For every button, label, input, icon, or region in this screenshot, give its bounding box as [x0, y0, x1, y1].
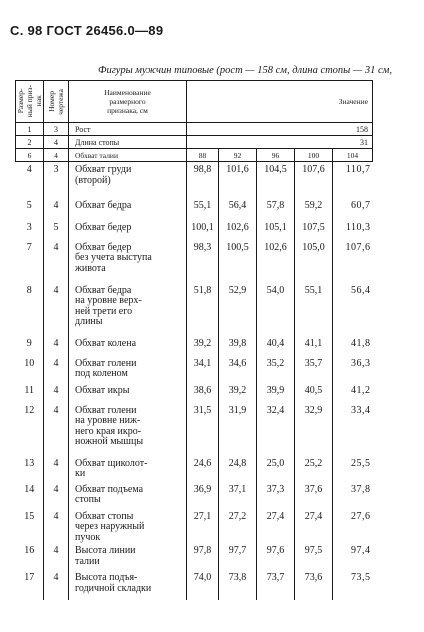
- row-no: 13: [16, 456, 44, 482]
- row-value: 97,4: [351, 545, 371, 556]
- row-value: 110,7: [345, 164, 371, 175]
- row-name: Обхват бедер: [69, 220, 187, 240]
- row-no: 9: [16, 336, 44, 356]
- row-value: 55,1: [295, 283, 333, 336]
- row-value: 55,1: [187, 198, 219, 220]
- row-no: 11: [16, 383, 44, 403]
- row-value: 73,5: [351, 572, 371, 583]
- row-name: Обхват подъема стопы: [69, 482, 187, 509]
- table-row: [16, 198, 373, 220]
- row-value: 37,8: [351, 483, 371, 495]
- measurements-table: [15, 80, 373, 600]
- meta-name: Рост: [69, 123, 187, 136]
- meta-name: Длина стопы: [69, 136, 187, 149]
- row-value: 101,6: [219, 162, 257, 198]
- row-value: 39,2: [219, 383, 257, 403]
- waist-subheader-row: [16, 149, 373, 162]
- row-drawing: 4: [44, 198, 69, 220]
- row-value: 105,1: [257, 220, 295, 240]
- meta-value: 31: [187, 136, 373, 149]
- table-caption: Фигуры мужчин типовые (рост — 158 см, длина стопы — 31 см,: [98, 65, 392, 76]
- meta-drawing: 4: [44, 136, 69, 149]
- row-drawing: 4: [44, 403, 69, 456]
- row-value: 31,5: [187, 403, 219, 456]
- row-name: Высота подъя- годичной складки: [69, 570, 187, 600]
- row-value: 39,2: [187, 336, 219, 356]
- row-value: 98,3: [187, 240, 219, 283]
- row-value: 32,9: [295, 403, 333, 456]
- meta-value: 158: [187, 123, 373, 136]
- table-row: [16, 456, 373, 482]
- row-value: 105,0: [295, 240, 333, 283]
- table-row: [16, 162, 373, 198]
- row-value: 25,5: [351, 457, 371, 469]
- row-value: 25,0: [257, 456, 295, 482]
- row-value: 33,4: [351, 404, 371, 416]
- table-row: [16, 283, 373, 336]
- row-value: 73,6: [295, 570, 333, 600]
- row-name: Обхват голени на уровне ниж- него края икро- ножной мышцы: [69, 403, 187, 456]
- row-value: 74,0: [187, 570, 219, 600]
- row-value: 32,4: [257, 403, 295, 456]
- row-value: 37,3: [257, 482, 295, 509]
- row-drawing: 4: [44, 456, 69, 482]
- row-no: 5: [16, 198, 44, 220]
- meta-no: 2: [16, 136, 44, 149]
- row-value: 60,7: [351, 199, 371, 211]
- row-drawing: 4: [44, 356, 69, 383]
- sub-name: Обхват талии: [69, 149, 187, 162]
- row-value: 34,6: [219, 356, 257, 383]
- row-value: 98,8: [187, 162, 219, 198]
- row-no: 8: [16, 283, 44, 336]
- row-value: 27,4: [295, 509, 333, 544]
- row-drawing: 4: [44, 570, 69, 600]
- row-drawing: 5: [44, 220, 69, 240]
- waist-value: 96: [257, 149, 295, 162]
- waist-value: 104: [333, 149, 373, 162]
- row-drawing: 4: [44, 240, 69, 283]
- row-value: 110,3: [345, 221, 371, 233]
- row-value: 35,7: [295, 356, 333, 383]
- page-header: С. 98 ГОСТ 26456.0—89: [10, 23, 164, 38]
- row-value: 37,6: [295, 482, 333, 509]
- row-drawing: 4: [44, 383, 69, 403]
- meta-row: [16, 123, 373, 136]
- row-value: 31,9: [219, 403, 257, 456]
- row-value: 102,6: [257, 240, 295, 283]
- row-value: 97,6: [257, 543, 295, 570]
- row-no: 12: [16, 403, 44, 456]
- row-value: 39,9: [257, 383, 295, 403]
- table-row: [16, 336, 373, 356]
- row-drawing: 4: [44, 336, 69, 356]
- row-value: 39,8: [219, 336, 257, 356]
- row-value: 41,1: [295, 336, 333, 356]
- col-header-values: Значение: [338, 97, 368, 106]
- table-row: [16, 403, 373, 456]
- row-value: 73,7: [257, 570, 295, 600]
- row-name: Обхват бедра на уровне верх- ней трети его длины: [69, 283, 187, 336]
- row-value: 36,3: [351, 357, 371, 369]
- table-row: [16, 543, 373, 570]
- row-no: 15: [16, 509, 44, 544]
- waist-value: 92: [219, 149, 257, 162]
- row-value: 27,6: [351, 510, 371, 522]
- row-value: 27,4: [257, 509, 295, 544]
- row-value: 27,2: [219, 509, 257, 544]
- row-value: 107,6: [295, 162, 333, 198]
- row-drawing: 4: [44, 283, 69, 336]
- row-drawing: 3: [44, 162, 69, 198]
- table-row: [16, 240, 373, 283]
- row-value: 54,0: [257, 283, 295, 336]
- row-name: Обхват щиколот- ки: [69, 456, 187, 482]
- row-value: 102,6: [219, 220, 257, 240]
- table-row: [16, 356, 373, 383]
- row-value: 97,5: [295, 543, 333, 570]
- row-drawing: 4: [44, 543, 69, 570]
- row-value: 36,9: [187, 482, 219, 509]
- row-value: 35,2: [257, 356, 295, 383]
- row-name: Высота линии талии: [69, 543, 187, 570]
- row-value: 51,8: [187, 283, 219, 336]
- column-header-row: [16, 81, 373, 123]
- row-value: 107,6: [345, 241, 371, 253]
- row-value: 100,5: [219, 240, 257, 283]
- sub-drawing: 4: [44, 149, 69, 162]
- col-header-drawing-no: Номер чертежа: [47, 88, 65, 115]
- row-value: 37,1: [219, 482, 257, 509]
- table-row: [16, 482, 373, 509]
- row-name: Обхват стопы через наружный пучок: [69, 509, 187, 544]
- row-no: 10: [16, 356, 44, 383]
- row-value: 56,4: [219, 198, 257, 220]
- row-no: 16: [16, 543, 44, 570]
- table-row: [16, 570, 373, 600]
- table-row: [16, 220, 373, 240]
- row-value: 34,1: [187, 356, 219, 383]
- waist-value: 100: [295, 149, 333, 162]
- col-header-size-no: Размер- ный приз- нак: [16, 85, 43, 118]
- row-drawing: 4: [44, 509, 69, 544]
- row-value: 97,7: [219, 543, 257, 570]
- row-no: 4: [16, 162, 44, 198]
- row-no: 7: [16, 240, 44, 283]
- row-value: 25,2: [295, 456, 333, 482]
- row-value: 24,6: [187, 456, 219, 482]
- row-value: 56,4: [351, 284, 371, 296]
- row-value: 52,9: [219, 283, 257, 336]
- row-value: 57,8: [257, 198, 295, 220]
- row-name: Обхват икры: [69, 383, 187, 403]
- row-name: Обхват голени под коленом: [69, 356, 187, 383]
- row-value: 100,1: [187, 220, 219, 240]
- row-no: 3: [16, 220, 44, 240]
- row-value: 97,8: [187, 543, 219, 570]
- row-value: 40,4: [257, 336, 295, 356]
- row-value: 40,5: [295, 383, 333, 403]
- row-value: 104,5: [257, 162, 295, 198]
- row-no: 17: [16, 570, 44, 600]
- meta-row: [16, 136, 373, 149]
- row-value: 73,8: [219, 570, 257, 600]
- row-drawing: 4: [44, 482, 69, 509]
- row-value: 24,8: [219, 456, 257, 482]
- table-body: [16, 162, 373, 601]
- meta-drawing: 3: [44, 123, 69, 136]
- meta-no: 1: [16, 123, 44, 136]
- row-no: 14: [16, 482, 44, 509]
- sub-no: 6: [16, 149, 44, 162]
- table-row: [16, 509, 373, 544]
- table-row: [16, 383, 373, 403]
- row-name: Обхват бедра: [69, 198, 187, 220]
- row-value: 41,8: [351, 337, 371, 349]
- waist-value: 88: [187, 149, 219, 162]
- row-name: Обхват груди (второй): [69, 162, 187, 198]
- row-name: Обхват бедер без учета выступа живота: [69, 240, 187, 283]
- row-value: 27,1: [187, 509, 219, 544]
- row-name: Обхват колена: [69, 336, 187, 356]
- col-header-name: Наименование размерного признака, см: [104, 88, 151, 115]
- row-value: 41,2: [351, 384, 371, 396]
- row-value: 38,6: [187, 383, 219, 403]
- row-value: 59,2: [295, 198, 333, 220]
- row-value: 107,5: [295, 220, 333, 240]
